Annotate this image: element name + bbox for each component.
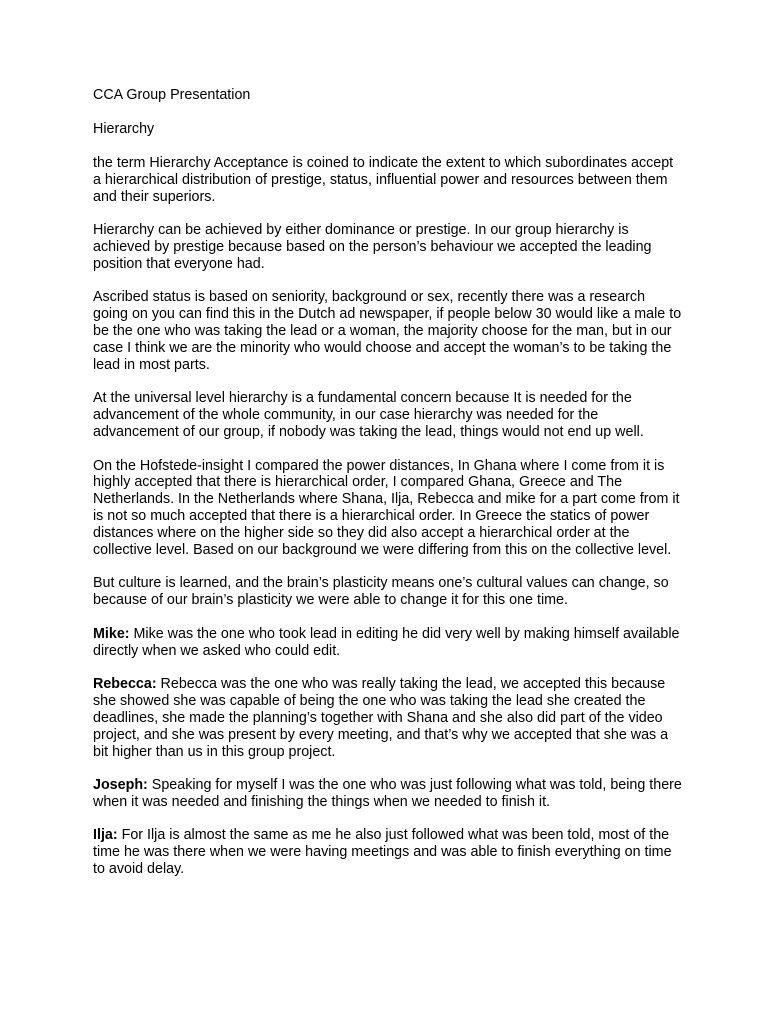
member-paragraph-joseph xyxy=(93,777,683,811)
document-page xyxy=(93,87,683,895)
member-name: Mike: xyxy=(93,625,130,642)
paragraph-culture-learned: But culture is learned, and the brain’s plasticity means one’s cultural values can change, so because of our brain’s plasticity we were able to change it for this one time. xyxy=(93,575,669,609)
member-name: Rebecca: xyxy=(93,676,157,693)
paragraph-universal-level: At the universal level hierarchy is a fundamental concern because It is needed for the advancement of the whole community, in our case hierarchy was needed for the advancement of our group, if nobody was taking the lead, things would not end up well. xyxy=(93,390,644,441)
paragraph-hierarchy-acceptance: the term Hierarchy Acceptance is coined to indicate the extent to which subordinates accept a hierarchical distribution of prestige, status, influential power and resources between them and their superiors. xyxy=(93,154,674,205)
member-description: For Ilja is almost the same as me he also just followed what was been told, most of the time he was there when we were having meetings and was able to finish everything on time to avoid delay. xyxy=(93,827,672,878)
member-paragraph-mike xyxy=(93,626,683,660)
paragraph-ascribed-status: Ascribed status is based on seniority, background or sex, recently there was a research going on you can find this in the Dutch ad newspaper, if people below 30 would like a male to be the one who was taking the lead or a woman, the majority choose for the man, but in our case I think we are the minority who would choose and accept the woman’s to be taking the lead in most parts. xyxy=(93,289,682,373)
member-description: Speaking for myself I was the one who was just following what was told, being there when it was needed and finishing the things when we needed to finish it. xyxy=(93,777,682,810)
member-description: Rebecca was the one who was really taking the lead, we accepted this because she showed she was capable of being the one who was taking the lead she created the deadlines, she made the planning’s together with Shana and she also did part of the video project, and she was present by every meeting, and that’s why we accepted that she was a bit higher than us in this group project. xyxy=(93,676,669,760)
document-title: CCA Group Presentation xyxy=(93,87,251,103)
paragraph-dominance-prestige: Hierarchy can be achieved by either dominance or prestige. In our group hierarchy is achieved by prestige because based on the person’s behaviour we accepted the leading position that everyone had. xyxy=(93,222,652,272)
member-paragraph-rebecca xyxy=(93,676,683,761)
member-paragraph-ilja xyxy=(93,827,683,878)
member-name: Joseph: xyxy=(93,777,148,794)
member-description: Mike was the one who took lead in editing he did very well by making himself available directly when we asked who could edit. xyxy=(93,625,680,659)
section-heading: Hierarchy xyxy=(93,120,155,137)
paragraph-hofstede-insight: On the Hofstede-insight I compared the power distances, In Ghana where I come from it is highly accepted that there is hierarchical order, I compared Ghana, Greece and The Netherlands. In the Netherlands where Shana, Ilja, Rebecca and mike for a part come from it is not so much accepted that there is a hierarchical order. In Greece the statics of power distances where on the higher side so they did also accept a hierarchical order at the collective level. Based on our background we were differing from this on the collective level. xyxy=(93,457,680,559)
member-name: Ilja: xyxy=(93,827,118,844)
